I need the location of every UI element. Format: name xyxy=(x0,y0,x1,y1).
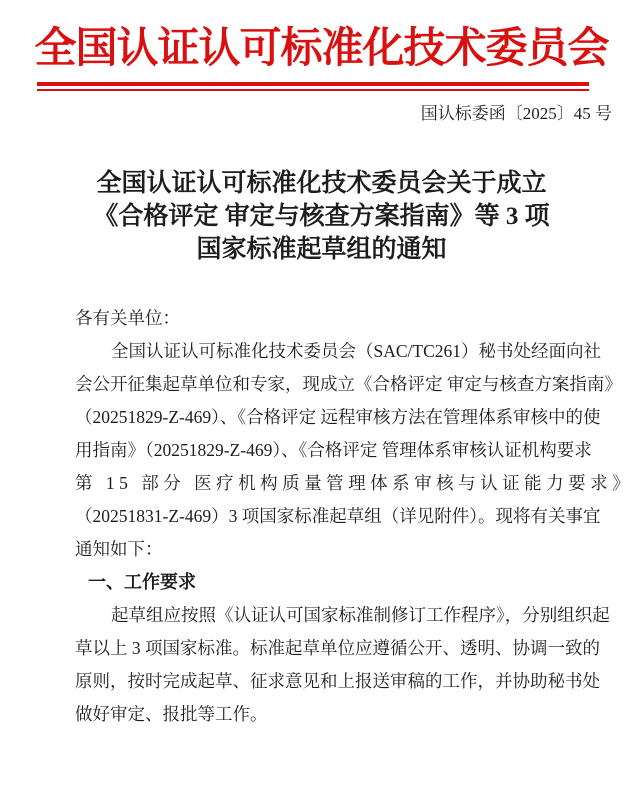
salutation-line: 各有关单位： xyxy=(75,308,180,328)
notice-title-line: 《合格评定 审定与核查方案指南》等 3 项 xyxy=(93,203,550,230)
notice-title-line: 国家标准起草组的通知 xyxy=(196,236,447,263)
body-line: 起草组应按照《认证认可国家标准制修订工作程序》，分别组织起 xyxy=(111,605,610,625)
body-line: （20251829-Z-469）、《合格评定 远程审核方法在管理体系审核中的使 xyxy=(75,407,601,427)
body-line: 用指南》（20251829-Z-469）、《合格评定 管理体系审核认证机构要求 xyxy=(75,440,592,460)
body-line: 通知如下： xyxy=(75,539,163,559)
body-line: 做好审定、报批等工作。 xyxy=(75,704,268,724)
notice-title xyxy=(0,167,643,266)
body-line: 会公开征集起草单位和专家，现成立《合格评定 审定与核查方案指南》 xyxy=(75,374,622,394)
document-number: 国认标委函〔2025〕45 号 xyxy=(420,104,612,123)
notice-body xyxy=(75,302,635,731)
body-line: 全国认证认可标准化技术委员会（SAC/TC261）秘书处经面向社 xyxy=(111,341,602,361)
body-line: （20251831-Z-469）3 项国家标准起草组（详见附件）。现将有关事宜 xyxy=(75,506,601,526)
section-heading-work-requirements: 一、工作要求 xyxy=(88,572,196,592)
body-line: 第 15 部分 医疗机构质量管理体系审核与认证能力要求》 xyxy=(75,473,635,493)
notice-title-line: 全国认证认可标准化技术委员会关于成立 xyxy=(96,170,547,197)
letterhead-divider xyxy=(37,82,589,91)
body-line: 草以上 3 项国家标准。标准起草单位应遵循公开、透明、协调一致的 xyxy=(75,638,600,658)
body-line: 原则，按时完成起草、征求意见和上报送审稿的工作，并协助秘书处 xyxy=(75,671,600,691)
letterhead-org-title: 全国认证认可标准化技术委员会 xyxy=(34,26,609,72)
